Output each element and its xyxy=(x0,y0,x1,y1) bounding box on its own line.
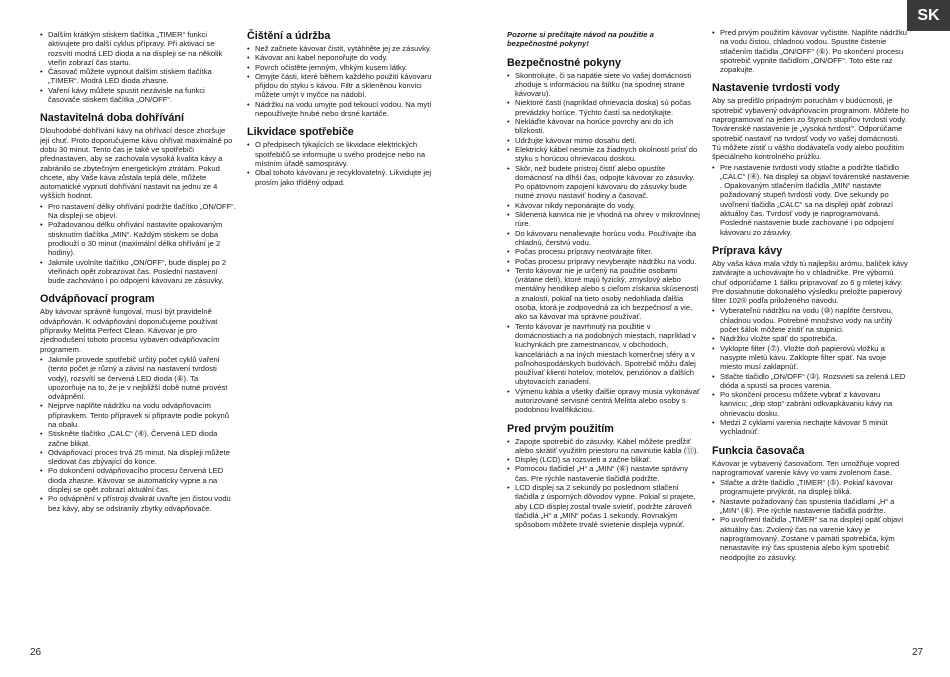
section-heading-brewing: Príprava kávy xyxy=(712,244,783,257)
list-item: • Pre nastavenie tvrdosti vody stlačte a podržte tlačidlo „CALC“ (④). Na displeji sa objaví továrenské nastavenie . Opakovaným stlačením tlačidla „MIN“ nastavte požadovaný stupeň tvrdosti vody. Dve sekundy po uvoľnení tlačidla „CALC“ sa na displeji opäť zobrazí aktuálny čas. Tvrdosť vody je naprogramovaná. Posledné nastavenie bude zachované i po odpojení kávovaru zo zásuvky. xyxy=(712,163,910,237)
list-item: • Zapojte spotrebič do zásuvky. Kábel môžete predĺžiť alebo skrátiť využitím priestoru na navinutie kábla (⑪). xyxy=(507,437,701,456)
list-item: • Niektoré časti (napríklad ohrievacia doska) sú počas prevádzky horúce. Týchto častí sa nedotýkajte. xyxy=(507,98,701,117)
timer-continued-list xyxy=(40,30,236,104)
list-item: • Počas procesu prípravy neotvárajte filter. xyxy=(507,247,701,256)
list-item: • Požadovanou délku ohřívání nastavíte opakovaným stisknutím tlačítka „MIN“. Každým stiskem se doba prodlouží o 30 minut (maximální délka ohřívání je 2 hodiny). xyxy=(40,220,236,257)
list-item: • Stlačte tlačidlo „ON/OFF“ (③). Rozsvieti sa zelená LED dióda a spustí sa proces varenia. xyxy=(712,372,910,391)
list-item: • Dalším krátkým stiskem tlačítka „TIMER“ funkci aktivujete pro další cyklus přípravy. Při aktivaci se rozsvítí modrá LED dioda a na displeji se na několik vteřin zobrazí čas startu. xyxy=(40,30,236,67)
timer-list xyxy=(712,478,910,562)
column-3 xyxy=(507,30,701,530)
section-paragraph: Kávovar je vybavený časovačom. Ten umožňuje vopred naprogramovať varenie kávy vo vami zvolenom čase. xyxy=(712,458,900,477)
list-item: • Vaření kávy můžete spustit nezávisle na funkci časovače stiskem tlačítka „ON/OFF“. xyxy=(40,86,236,105)
list-item: • Elektrický kábel nesmie za žiadnych okolností prísť do styku s horúcou ohrievacou doskou. xyxy=(507,145,701,164)
list-item: • Po uvoľnení tlačidla „TIMER“ sa na displeji opäť objaví aktuálny čas. Zvolený čas na varenie kávy je naprogramovaný. Zostane v pamäti spotrebiča, kým nenastavíte iný čas spustenia alebo kým spotrebič neodpojíte zo zásuvky. xyxy=(712,515,910,561)
list-item: • Pro nastavení délky ohřívání podržte tlačítko „ON/OFF“. Na displeji se objeví. xyxy=(40,202,236,221)
section-heading-water-hardness: Nastavenie tvrdosti vody xyxy=(712,82,840,95)
section-heading-timer: Funkcia časovača xyxy=(712,444,805,457)
list-item: • Sklenená kanvica nie je vhodná na ohrev v mikrovlnnej rúre. xyxy=(507,210,701,229)
first-use-continued-list xyxy=(712,28,910,74)
brewing-list xyxy=(712,306,910,436)
list-item: • Obal tohoto kávovaru je recyklovatelný. Likvidujte jej prosím jako tříděný odpad. xyxy=(247,168,444,187)
list-item: • Udržujte kávovar mimo dosahu detí. xyxy=(507,136,701,145)
section-heading-descaling: Odvápňovací program xyxy=(40,293,155,306)
list-item: • Stlačte a držte tlačidlo „TIMER“ (⑤). Pokiaľ kávovar programujete prvýkrát, na displeji bliká. xyxy=(712,478,910,497)
section-paragraph: Aby kávovar správně fungoval, musí být pravidelně odvápňován. K odvápňování doporučujeme používat přípravky Melitta Perfect Clean. Kávovar je pro zjednodušení tohoto procesu vybaven odvápňovacím programem. xyxy=(40,307,220,354)
list-item: • Do kávovaru nenalievajte horúcu vodu. Používajte iba chladnú, čerstvú vodu. xyxy=(507,229,701,248)
list-item: • Než začnete kávovar čistit, vytáhněte jej ze zásuvky. xyxy=(247,44,444,53)
first-use-list xyxy=(507,437,701,530)
section-heading-disposal: Likvidace spotřebiče xyxy=(247,126,354,139)
list-item: • Kávovar ani kabel neponořujte do vody. xyxy=(247,53,444,62)
page-number-left: 26 xyxy=(30,647,42,658)
page-number-right: 27 xyxy=(912,647,924,658)
list-item: • O předpisech týkajících se likvidace elektrických spotřebičů se informujte u svého prodejce nebo na místním úřadě samosprávy. xyxy=(247,140,444,168)
list-item: • Pomocou tlačidiel „H“ a „MIN“ (⑥) nastavte správny čas. Pre rýchle nastavenie tlačidlá podržte. xyxy=(507,464,701,483)
intro-notice: Pozorne si prečítajte návod na použitie a bezpečnostné pokyny! xyxy=(507,30,654,49)
column-2 xyxy=(247,30,444,187)
list-item: • Skontrolujte, či sa napätie siete vo vašej domácnosti zhoduje s informáciou na štítku (na spodnej strane kávovaru). xyxy=(507,71,701,99)
section-paragraph: Dlouhodobé dohřívání kávy na ohřívací desce zhoršuje její chuť. Proto doporučujeme kávu ohřívat maximálně po dobu 30 minut. Tento čas je také ve spotřebiči přednastaven, aby se zachovala vysoká kvalita kávy a zabránilo se zbytečným energetickým ztrátám. Pokud chcete, aby Vaše káva zůstala teplá déle, můžete automatické vypnutí dohřívání nastavit na jednu ze 4 vyšších hodnot. xyxy=(40,126,233,201)
section-heading-safety: Bezpečnostné pokyny xyxy=(507,56,621,69)
safety-list xyxy=(507,71,701,415)
list-item: • Po odvápnění v přístroji dvakrát uvařte jen čistou vodu bez kávy, aby se odstranily zbytky odvápňovače. xyxy=(40,494,236,513)
list-item: • Nejprve naplňte nádržku na vodu odvápňovacím přípravkem. Tento přípravek si připravte podle pokynů na obalu. xyxy=(40,401,236,429)
water-hardness-list xyxy=(712,163,910,237)
column-4 xyxy=(712,30,910,562)
list-item: • Medzi 2 cyklami varenia nechajte kávovar 5 minút vychladnúť. xyxy=(712,418,910,437)
descaling-list xyxy=(40,355,236,513)
section-heading-keep-warm: Nastavitelná doba dohřívání xyxy=(40,112,184,125)
column-1 xyxy=(40,30,236,513)
list-item: • Kávovar nikdy neponárajte do vody. xyxy=(507,201,701,210)
list-item: • Pred prvým použitím kávovar vyčistite. Naplňte nádržku na vodu čistou, chladnou vodou. Spustite čistenie stlačením tlačidla „ON/OFF“ (⑥). Po skončení procesu spotrebič vypnite tlačidlom „ON/OFF“. Toto ešte raz zopakujte. xyxy=(712,28,910,74)
language-tab: SK xyxy=(907,0,950,31)
disposal-list xyxy=(247,140,444,186)
section-heading-cleaning: Čištění a údržba xyxy=(247,30,331,42)
list-item: • Po skončení procesu môžete vybrať z kávovaru kanvicu; „drip stop“ zabráni odkvapkávaniu kávy na ohrievaciu dosku. xyxy=(712,390,910,418)
list-item: • Povrch očistěte jemným, vlhkým kusem látky. xyxy=(247,63,444,72)
list-item: • Skôr, než budete prístroj čistiť alebo opustíte domácnosť na dlhší čas, odpojte kávovar zo zásuvky. Po opätovnom zapojení kávovaru do zásuvky bude nutné znovu nastaviť hodiny a časovač. xyxy=(507,164,701,201)
list-item: • Jakmile uvolníte tlačítko „ON/OFF“, bude displej po 2 vteřinách opět zobrazovat čas. Poslední nastavení bude zachováno i po odpojení kávovaru ze zásuvky. xyxy=(40,258,236,286)
keep-warm-list xyxy=(40,202,236,286)
list-item: • Výmenu kábla a všetky ďalšie opravy musia vykonávať autorizované servisné centrá Melitta alebo osoby s podobnou kvalifikáciou. xyxy=(507,387,701,415)
list-item: • Nekláďte kávovar na horúce povrchy ani do ich blízkosti. xyxy=(507,117,701,136)
list-item: • Displej (LCD) sa rozsvieti a začne blikať. xyxy=(507,455,701,464)
list-item: • Počas procesu prípravy nevyberajte nádržku na vodu. xyxy=(507,257,701,266)
list-item: • Stiskněte tlačítko „CALC“ (④). Červená LED dioda začne blikat. xyxy=(40,429,236,448)
list-item: • Tento kávovar je navrhnutý na použitie v domácnostiach a na podobných miestach, napríklad v kuchynkách pre zamestnancov, v obchodoch, kanceláriách a na iných miestach komerčnej sféry a v poľnohospodárskych budovách. Spotrebič môžu ďalej používať klienti hotelov, motelov, penziónov a ďalších ubytovacích zariadení. xyxy=(507,322,701,387)
list-item: • Omyjte části, které během každého použití kávovaru přijdou do styku s kávou. Filtr a skleněnou konvici můžete umýt v myčce na nádobí. xyxy=(247,72,444,100)
list-item: • Nastavte požadovaný čas spustenia tlačidlami „H“ a „MIN“ (⑥). Pre rýchle nastavenie tlačidlá podržte. xyxy=(712,497,910,516)
section-paragraph: Aby vaša káva mala vždy tú najlepšiu arómu, balíček kávy zatvárajte a uchovávajte ho v chladničke. Pre výbornú chuť odporúčame 1 šálku pripravovať zo 6 g mletej kávy. Pre dosiahnutie dokonalého výsledku preložte papierový filter 102® podľa priloženého návodu. xyxy=(712,258,908,306)
section-heading-first-use: Pred prvým použitím xyxy=(507,422,614,435)
list-item: • Vyberateľnú nádržku na vodu (⑩) naplňte čerstvou, chladnou vodou. Potrebné množstvo vody na určitý počet šálok môžete zistiť na stupnici. xyxy=(712,306,910,334)
list-item: • Nádržku vložte späť do spotrebiča. xyxy=(712,334,910,343)
list-item: • Odvápňovací proces trvá 25 minut. Na displeji můžete sledovat čas zbývající do konce. xyxy=(40,448,236,467)
list-item: • LCD displej sa 2 sekundy po poslednom stlačení tlačidla z úsporných dôvodov vypne. Pokiaľ si prajete, aby LCD displej zostal trvale svietiť, podržte zároveň tlačidlá „H“ a „MIN“ počas 1 sekundy. Rovnakým spôsobom môžete trvalé svietenie displeja vypnúť. xyxy=(507,483,701,529)
list-item: • Jakmile provede spotřebič určitý počet cyklů vaření (tento počet je různý a závisí na nastavení tvrdosti vody), rozsvítí se červená LED dioda (⑥). Ta upozorňuje na to, že je v nejbližší době nutné provést odvápnění. xyxy=(40,355,236,401)
list-item: • Nádržku na vodu umyjte pod tekoucí vodou. Na mytí nepoužívejte hrubé nebo drsné kartáče. xyxy=(247,100,444,119)
list-item: • Tento kávovar nie je určený na použitie osobami (vrátane detí), ktoré majú fyzický, zmyslový alebo mentálny hendikep alebo s cieľom získania skúseností a znalostí, pokiaľ na tieto osoby nedohliada ďalšia osoba, ktorá je zodpovedná za ich bezpečnosť a vie, ako sa kávovar má správne používať. xyxy=(507,266,701,322)
section-paragraph: Aby sa predišlo prípadným poruchám v budúcnosti, je spotrebič vybavený odvápňovacím programom. Môžete ho naprogramovať na jeden zo štyroch stupňov tvrdosti vody. Továrenské nastavenie je „vysoká tvrdosť“. Odporúčame spotrebič nastaviť na tvrdosť vody vo vašej domácnosti. Tú môžete zistiť u vášho dodávateľa vody alebo použitím špeciálneho kontrolného prúžku. xyxy=(712,96,910,162)
list-item: • Vyklopte filter (⑦). Vložte doň papierovú vložku a nasypte mletú kávu. Zaklopte filter späť. Na svoje miesto musí zaklapnúť. xyxy=(712,344,910,372)
list-item: • Časovač můžete vypnout dalším stiskem tlačítka „TIMER“. Modrá LED dioda zhasne. xyxy=(40,67,236,86)
list-item: • Po dokončení odvápňovacího procesu červená LED dioda zhasne. Kávovar se automaticky vypne a na displeji se opět zobrazí aktuální čas. xyxy=(40,466,236,494)
cleaning-list xyxy=(247,44,444,118)
